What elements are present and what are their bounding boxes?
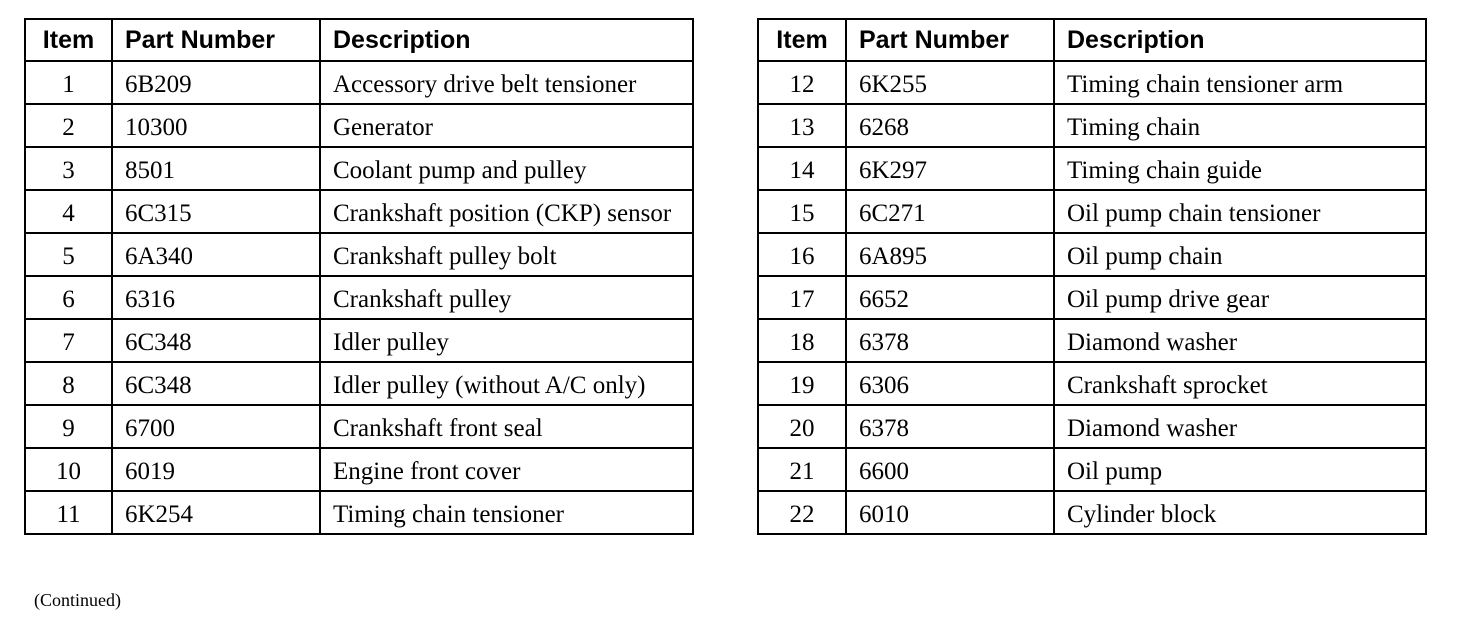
item-cell: 12 — [758, 61, 846, 104]
description-cell: Oil pump chain — [1054, 233, 1426, 276]
description-cell: Oil pump — [1054, 448, 1426, 491]
part-number-cell: 6378 — [846, 319, 1054, 362]
parts-table-left — [24, 18, 694, 535]
description-cell: Crankshaft sprocket — [1054, 362, 1426, 405]
table-row — [758, 233, 1426, 276]
table-row — [25, 233, 693, 276]
description-cell: Cylinder block — [1054, 491, 1426, 534]
parts-table-right — [757, 18, 1427, 535]
column-header-part-number: Part Number — [846, 19, 1054, 61]
table-row — [758, 448, 1426, 491]
description-cell: Oil pump drive gear — [1054, 276, 1426, 319]
header-row — [25, 19, 693, 61]
item-cell: 15 — [758, 190, 846, 233]
part-number-cell: 6K255 — [846, 61, 1054, 104]
column-header-description: Description — [1054, 19, 1426, 61]
description-cell: Idler pulley (without A/C only) — [320, 362, 693, 405]
part-number-cell: 6600 — [846, 448, 1054, 491]
table-row — [758, 104, 1426, 147]
description-cell: Coolant pump and pulley — [320, 147, 693, 190]
part-number-cell: 6A895 — [846, 233, 1054, 276]
description-cell: Crankshaft position (CKP) sensor — [320, 190, 693, 233]
description-cell: Timing chain tensioner arm — [1054, 61, 1426, 104]
part-number-cell: 6K254 — [112, 491, 320, 534]
item-cell: 11 — [25, 491, 112, 534]
description-cell: Timing chain guide — [1054, 147, 1426, 190]
part-number-cell: 6306 — [846, 362, 1054, 405]
description-cell: Generator — [320, 104, 693, 147]
part-number-cell: 6652 — [846, 276, 1054, 319]
column-header-part-number: Part Number — [112, 19, 320, 61]
item-cell: 13 — [758, 104, 846, 147]
item-cell: 1 — [25, 61, 112, 104]
column-header-description: Description — [320, 19, 693, 61]
description-cell: Timing chain tensioner — [320, 491, 693, 534]
part-number-cell: 6C348 — [112, 362, 320, 405]
table-row — [758, 491, 1426, 534]
header-row — [758, 19, 1426, 61]
description-cell: Crankshaft pulley bolt — [320, 233, 693, 276]
item-cell: 7 — [25, 319, 112, 362]
part-number-cell: 6C348 — [112, 319, 320, 362]
item-cell: 10 — [25, 448, 112, 491]
description-cell: Idler pulley — [320, 319, 693, 362]
part-number-cell: 6316 — [112, 276, 320, 319]
parts-table-right-body — [758, 61, 1426, 534]
table-row — [758, 276, 1426, 319]
part-number-cell: 6268 — [846, 104, 1054, 147]
item-cell: 5 — [25, 233, 112, 276]
description-cell: Diamond washer — [1054, 319, 1426, 362]
part-number-cell: 6A340 — [112, 233, 320, 276]
item-cell: 3 — [25, 147, 112, 190]
part-number-cell: 8501 — [112, 147, 320, 190]
column-header-item: Item — [25, 19, 112, 61]
description-cell: Timing chain — [1054, 104, 1426, 147]
part-number-cell: 6010 — [846, 491, 1054, 534]
part-number-cell: 6K297 — [846, 147, 1054, 190]
description-cell: Crankshaft front seal — [320, 405, 693, 448]
description-cell: Engine front cover — [320, 448, 693, 491]
item-cell: 17 — [758, 276, 846, 319]
item-cell: 21 — [758, 448, 846, 491]
table-row — [758, 147, 1426, 190]
table-row — [25, 491, 693, 534]
table-row — [758, 61, 1426, 104]
item-cell: 22 — [758, 491, 846, 534]
table-row — [758, 405, 1426, 448]
table-row — [25, 448, 693, 491]
part-number-cell: 6378 — [846, 405, 1054, 448]
table-row — [25, 147, 693, 190]
item-cell: 19 — [758, 362, 846, 405]
table-row — [25, 190, 693, 233]
description-cell: Oil pump chain tensioner — [1054, 190, 1426, 233]
item-cell: 14 — [758, 147, 846, 190]
item-cell: 16 — [758, 233, 846, 276]
table-row — [758, 319, 1426, 362]
description-cell: Crankshaft pulley — [320, 276, 693, 319]
description-cell: Diamond washer — [1054, 405, 1426, 448]
part-number-cell: 6B209 — [112, 61, 320, 104]
table-row — [25, 104, 693, 147]
description-cell: Accessory drive belt tensioner — [320, 61, 693, 104]
item-cell: 4 — [25, 190, 112, 233]
table-row — [758, 190, 1426, 233]
item-cell: 2 — [25, 104, 112, 147]
continued-note: (Continued) — [34, 590, 121, 610]
item-cell: 9 — [25, 405, 112, 448]
item-cell: 8 — [25, 362, 112, 405]
parts-table-left-body — [25, 61, 693, 534]
part-number-cell: 10300 — [112, 104, 320, 147]
part-number-cell: 6700 — [112, 405, 320, 448]
part-number-cell: 6019 — [112, 448, 320, 491]
table-row — [25, 276, 693, 319]
item-cell: 18 — [758, 319, 846, 362]
table-row — [25, 405, 693, 448]
table-row — [25, 61, 693, 104]
item-cell: 20 — [758, 405, 846, 448]
item-cell: 6 — [25, 276, 112, 319]
part-number-cell: 6C315 — [112, 190, 320, 233]
table-row — [758, 362, 1426, 405]
table-row — [25, 362, 693, 405]
column-header-item: Item — [758, 19, 846, 61]
part-number-cell: 6C271 — [846, 190, 1054, 233]
table-row — [25, 319, 693, 362]
